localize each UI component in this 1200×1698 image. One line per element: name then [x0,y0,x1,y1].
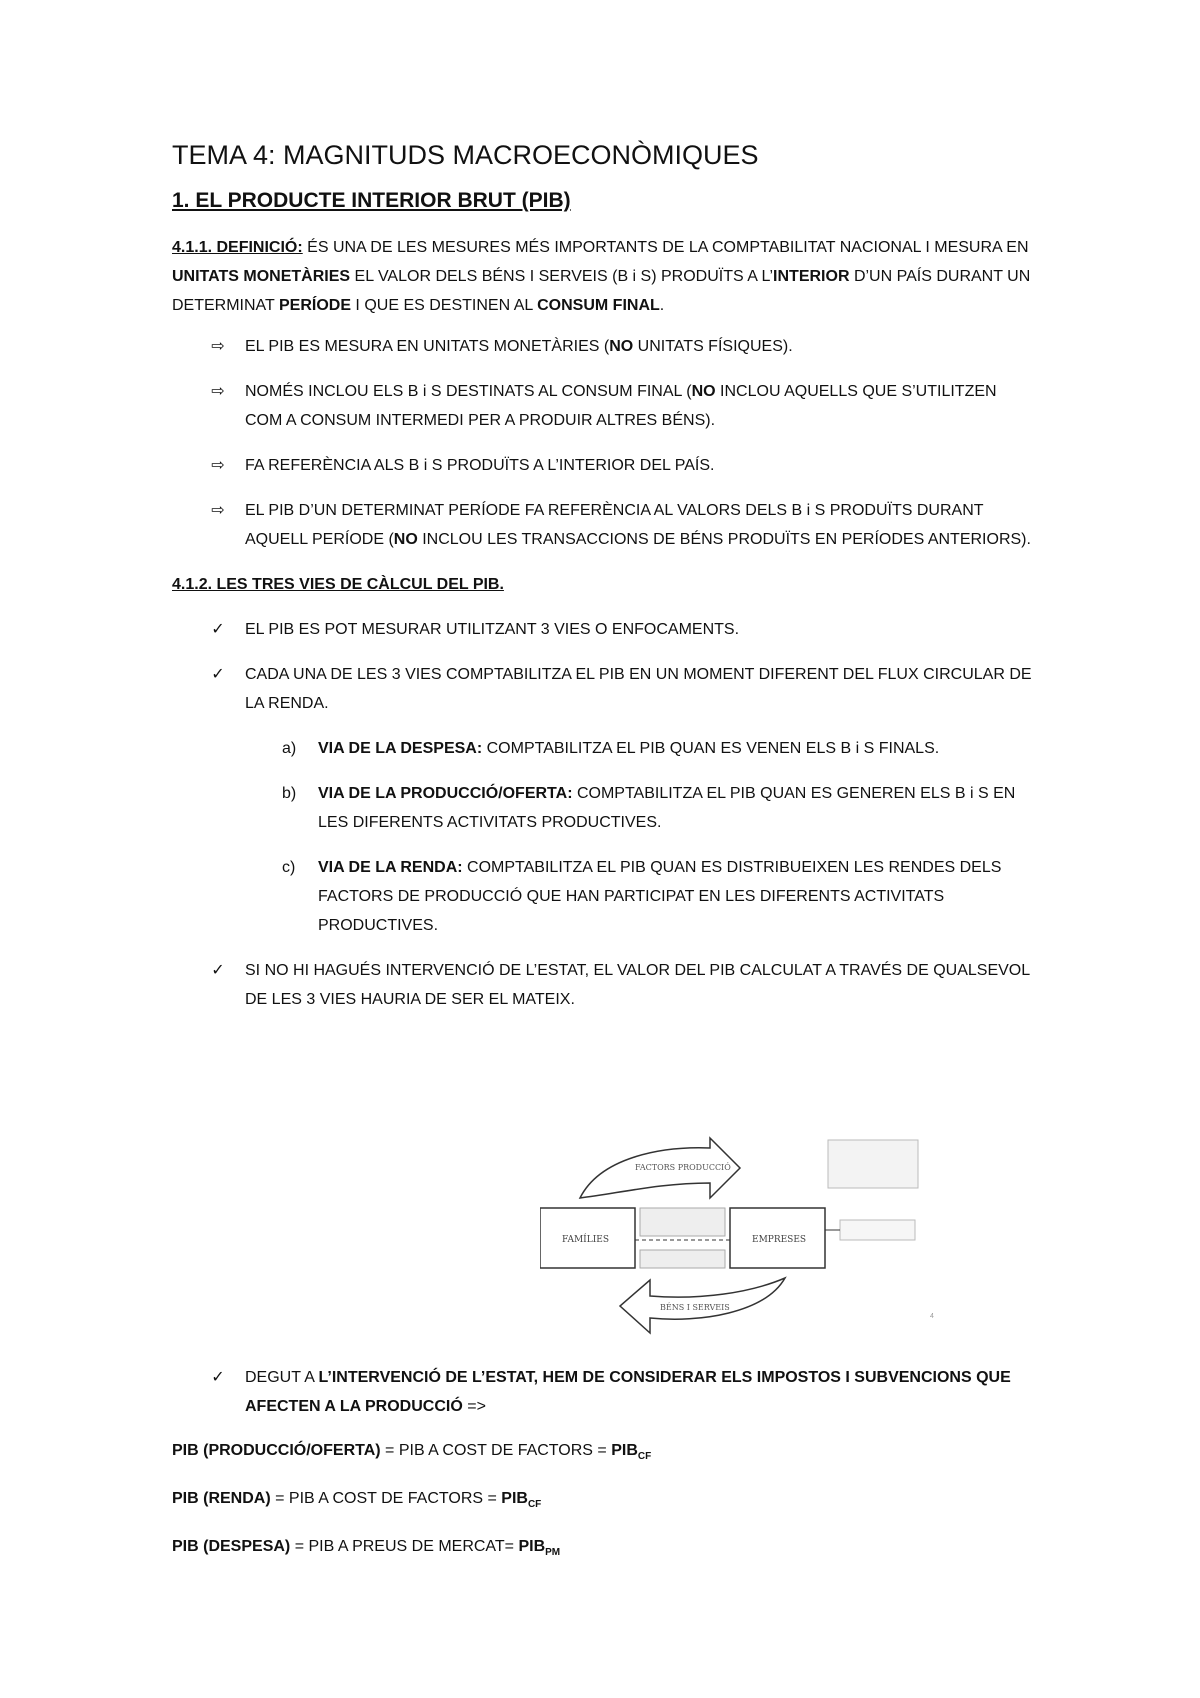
list-item: ⇨ FA REFERÈNCIA ALS B i S PRODUÏTS A L’INTERIOR DEL PAÍS. [172,451,1032,480]
section-1-heading: 1. EL PRODUCTE INTERIOR BRUT (PIB) [172,189,571,212]
list-item: ⇨ EL PIB D’UN DETERMINAT PERÍODE FA REFERÈNCIA AL VALORS DELS B i S PRODUÏTS DURANT AQUELL PERÍODE (NO INCLOU LES TRANSACCIONS DE BÉNS PRODUÏTS EN PERÍODES ANTERIORS). [172,496,1032,554]
circular-flow-diagram [540,1128,940,1338]
check-icon: ✓ [211,621,225,638]
check-icon: ✓ [211,1369,225,1386]
factors-label: FACTORS PRODUCCIÓ [635,1163,731,1172]
list-item: ⇨ EL PIB ES MESURA EN UNITATS MONETÀRIES (NO UNITATS FÍSIQUES). [172,332,1032,361]
arrow-icon: ⇨ [211,457,225,474]
formula-line: PIB (DESPESA) = PIB A PREUS DE MERCAT= $PIB_{PM}$ [172,1538,561,1559]
families-label: FAMÍLIES [562,1235,609,1245]
bottom-flow-box [640,1250,725,1268]
note-box [828,1140,918,1188]
list-item: ✓ CADA UNA DE LES 3 VIES COMPTABILITZA EL PIB EN UN MOMENT DIFERENT DEL FLUX CIRCULAR DE LA RENDA. [172,660,1032,718]
document-page [172,140,1032,1030]
top-flow-box [640,1208,725,1236]
list-item: ✓ SI NO HI HAGUÉS INTERVENCIÓ DE L’ESTAT, EL VALOR DEL PIB CALCULAT A TRAVÉS DE QUALSEVOL DE LES 3 VIES HAURIA DE SER EL MATEIX. [172,956,1032,1014]
side-box [840,1220,915,1240]
firms-label: EMPRESES [752,1235,807,1245]
definition-paragraph: 4.1.1. DEFINICIÓ: ÉS UNA DE LES MESURES MÉS IMPORTANTS DE LA COMPTABILITAT NACIONAL I MESURA EN UNITATS MONETÀRIES EL VALOR DELS BÉNS I SERVEIS (B i S) PRODUÏTS A L’INTERIOR D’UN PAÍS DURANT UN DETERMINAT PERÍODE I QUE ES DESTINEN AL CONSUM FINAL. [172,239,1031,314]
arrow-list [172,332,1032,554]
list-item: a) VIA DE LA DESPESA: COMPTABILITZA EL PIB QUAN ES VENEN ELS B i S FINALS. [282,740,940,757]
check-icon: ✓ [211,962,225,979]
list-item: ✓ DEGUT A L’INTERVENCIÓ DE L’ESTAT, HEM DE CONSIDERAR ELS IMPOSTOS I SUBVENCIONS QUE AFECTEN A LA PRODUCCIÓ => [172,1363,1032,1421]
list-item: ✓ EL PIB ES POT MESURAR UTILITZANT 3 VIES O ENFOCAMENTS. [172,615,1032,644]
section-2-heading: 4.1.2. LES TRES VIES DE CÀLCUL DEL PIB. [172,576,504,593]
list-item: c) VIA DE LA RENDA: COMPTABILITZA EL PIB QUAN ES DISTRIBUEIXEN LES RENDES DELS FACTORS DE PRODUCCIÓ QUE HAN PARTICIPAT EN LES DIFERENTS ACTIVITATS PRODUCTIVES. [282,859,1002,934]
arrow-icon: ⇨ [211,502,225,519]
formula-line: PIB (PRODUCCIÓ/OFERTA) = PIB A COST DE FACTORS = $PIB_{CF}$ [172,1442,652,1463]
arrow-icon: ⇨ [211,383,225,400]
document-title: TEMA 4: MAGNITUDS MACROECONÒMIQUES [172,140,759,170]
arrow-icon: ⇨ [211,338,225,355]
definition-label: 4.1.1. DEFINICIÓ: [172,239,303,256]
check-icon: ✓ [211,666,225,683]
formula-line: PIB (RENDA) = PIB A COST DE FACTORS = $PIB_{CF}$ [172,1490,542,1511]
goods-label: BÉNS I SERVEIS [660,1303,730,1312]
list-item: b) VIA DE LA PRODUCCIÓ/OFERTA: COMPTABILITZA EL PIB QUAN ES GENEREN ELS B i S EN LES DIFERENTS ACTIVITATS PRODUCTIVES. [282,785,1016,831]
note-number: 4 [930,1313,934,1320]
list-item: ⇨ NOMÉS INCLOU ELS B i S DESTINATS AL CONSUM FINAL (NO INCLOU AQUELLS QUE S’UTILITZEN COM A CONSUM INTERMEDI PER A PRODUIR ALTRES BÉNS). [172,377,1032,435]
